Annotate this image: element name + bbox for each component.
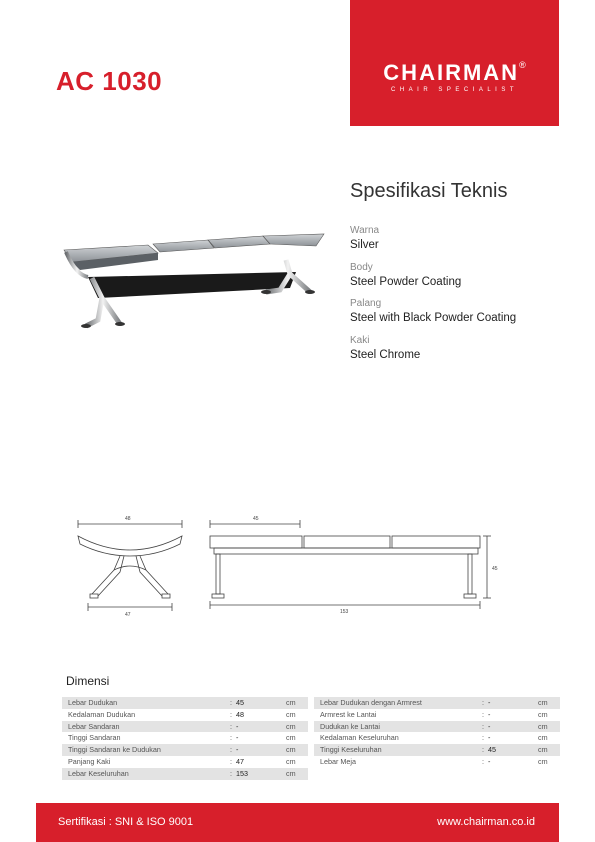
dim-label: Lebar Keseluruhan (68, 768, 129, 778)
dim-unit: cm (538, 698, 548, 707)
dim-unit: cm (538, 745, 548, 755)
table-row (62, 721, 308, 733)
table-row (62, 697, 308, 709)
dim-value: 48 (236, 709, 244, 719)
table-row (62, 744, 308, 756)
spec-item-warna (350, 224, 570, 261)
footer-bar (36, 803, 559, 842)
spec-label: Warna (350, 225, 380, 236)
colon: : (230, 698, 232, 707)
dimensions-title: Dimensi (66, 674, 110, 688)
dim-value: 153 (236, 768, 248, 778)
dim-label: Lebar Dudukan dengan Armrest (320, 698, 422, 707)
dim-unit: cm (286, 756, 296, 766)
website-link[interactable]: www.chairman.co.id (437, 816, 535, 828)
table-row (62, 709, 308, 721)
dim-label: Lebar Sandaran (68, 721, 120, 731)
table-row (62, 768, 308, 780)
spec-list (350, 224, 570, 370)
dim-value: - (488, 709, 491, 719)
side-seat-label: 45 (253, 516, 259, 522)
colon: : (230, 709, 232, 719)
side-total-label: 153 (340, 609, 349, 615)
dim-label: Armrest ke Lantai (320, 709, 377, 719)
dim-unit: cm (286, 745, 296, 755)
dim-value: 47 (236, 756, 244, 766)
dim-label: Lebar Dudukan (68, 698, 118, 707)
dimensions-table-left (62, 697, 308, 780)
colon: : (230, 768, 232, 778)
spec-value: Silver (350, 239, 379, 251)
colon: : (482, 698, 484, 707)
table-row (62, 756, 308, 768)
dim-unit: cm (538, 709, 548, 719)
side-view-drawing (202, 510, 500, 615)
spec-value: Steel with Black Powder Coating (350, 312, 517, 324)
certification-text: Sertifikasi : SNI & ISO 9001 (58, 816, 194, 828)
colon: : (230, 733, 232, 743)
colon: : (230, 756, 232, 766)
spec-title: Spesifikasi Teknis (350, 180, 508, 202)
brand-tagline: CHAIR SPECIALIST (390, 87, 518, 93)
dim-unit: cm (538, 756, 548, 766)
dim-unit: cm (286, 698, 296, 707)
table-row (314, 744, 560, 756)
front-width-label: 48 (125, 516, 131, 522)
dimensions-table-right (314, 697, 560, 768)
colon: : (482, 721, 484, 731)
dim-unit: cm (286, 768, 296, 778)
dim-unit: cm (286, 721, 296, 731)
table-row (314, 732, 560, 744)
dim-unit: cm (286, 709, 296, 719)
brand-logo-block (350, 0, 559, 126)
dim-label: Panjang Kaki (68, 756, 111, 766)
dim-unit: cm (286, 733, 296, 743)
dim-label: Kedalaman Dudukan (68, 709, 136, 719)
dim-value: - (488, 721, 491, 731)
side-height-label: 45 (492, 566, 498, 572)
registered-mark: ® (519, 60, 526, 70)
dim-value: 45 (488, 745, 496, 755)
dim-label: Tinggi Keseluruhan (320, 745, 382, 755)
spec-label: Kaki (350, 334, 370, 346)
spec-label: Palang (350, 298, 382, 309)
dim-value: - (236, 721, 239, 731)
dim-label: Tinggi Sandaran ke Dudukan (68, 745, 161, 755)
colon: : (482, 756, 484, 766)
dim-value: - (488, 698, 491, 707)
table-row (314, 697, 560, 709)
dim-value: - (236, 745, 239, 755)
brand-name (350, 60, 559, 86)
colon: : (230, 721, 232, 731)
dim-label: Dudukan ke Lantai (320, 721, 380, 731)
table-row (314, 756, 560, 768)
table-row (314, 709, 560, 721)
table-row (314, 721, 560, 733)
colon: : (230, 745, 232, 755)
spec-label: Body (350, 261, 373, 273)
brand-name-text: CHAIRMAN (383, 60, 520, 85)
model-title: AC 1030 (56, 66, 163, 96)
product-photo (58, 220, 328, 335)
dim-unit: cm (538, 733, 548, 743)
table-row (62, 732, 308, 744)
colon: : (482, 745, 484, 755)
dim-label: Lebar Meja (320, 756, 356, 766)
spec-value: Steel Powder Coating (350, 275, 462, 288)
spec-item-kaki (350, 334, 570, 371)
spec-item-body (350, 261, 570, 298)
colon: : (482, 709, 484, 719)
spec-value: Steel Chrome (350, 348, 421, 361)
front-view-drawing (74, 510, 189, 620)
spec-item-palang (350, 297, 570, 334)
dim-value: 45 (236, 698, 244, 707)
dim-label: Tinggi Sandaran (68, 733, 121, 743)
colon: : (482, 733, 484, 743)
dim-value: - (236, 733, 239, 743)
dim-label: Kedalaman Keseluruhan (320, 733, 399, 743)
dim-unit: cm (538, 721, 548, 731)
front-leg-label: 47 (125, 612, 131, 618)
dim-value: - (488, 756, 491, 766)
dim-value: - (488, 733, 491, 743)
